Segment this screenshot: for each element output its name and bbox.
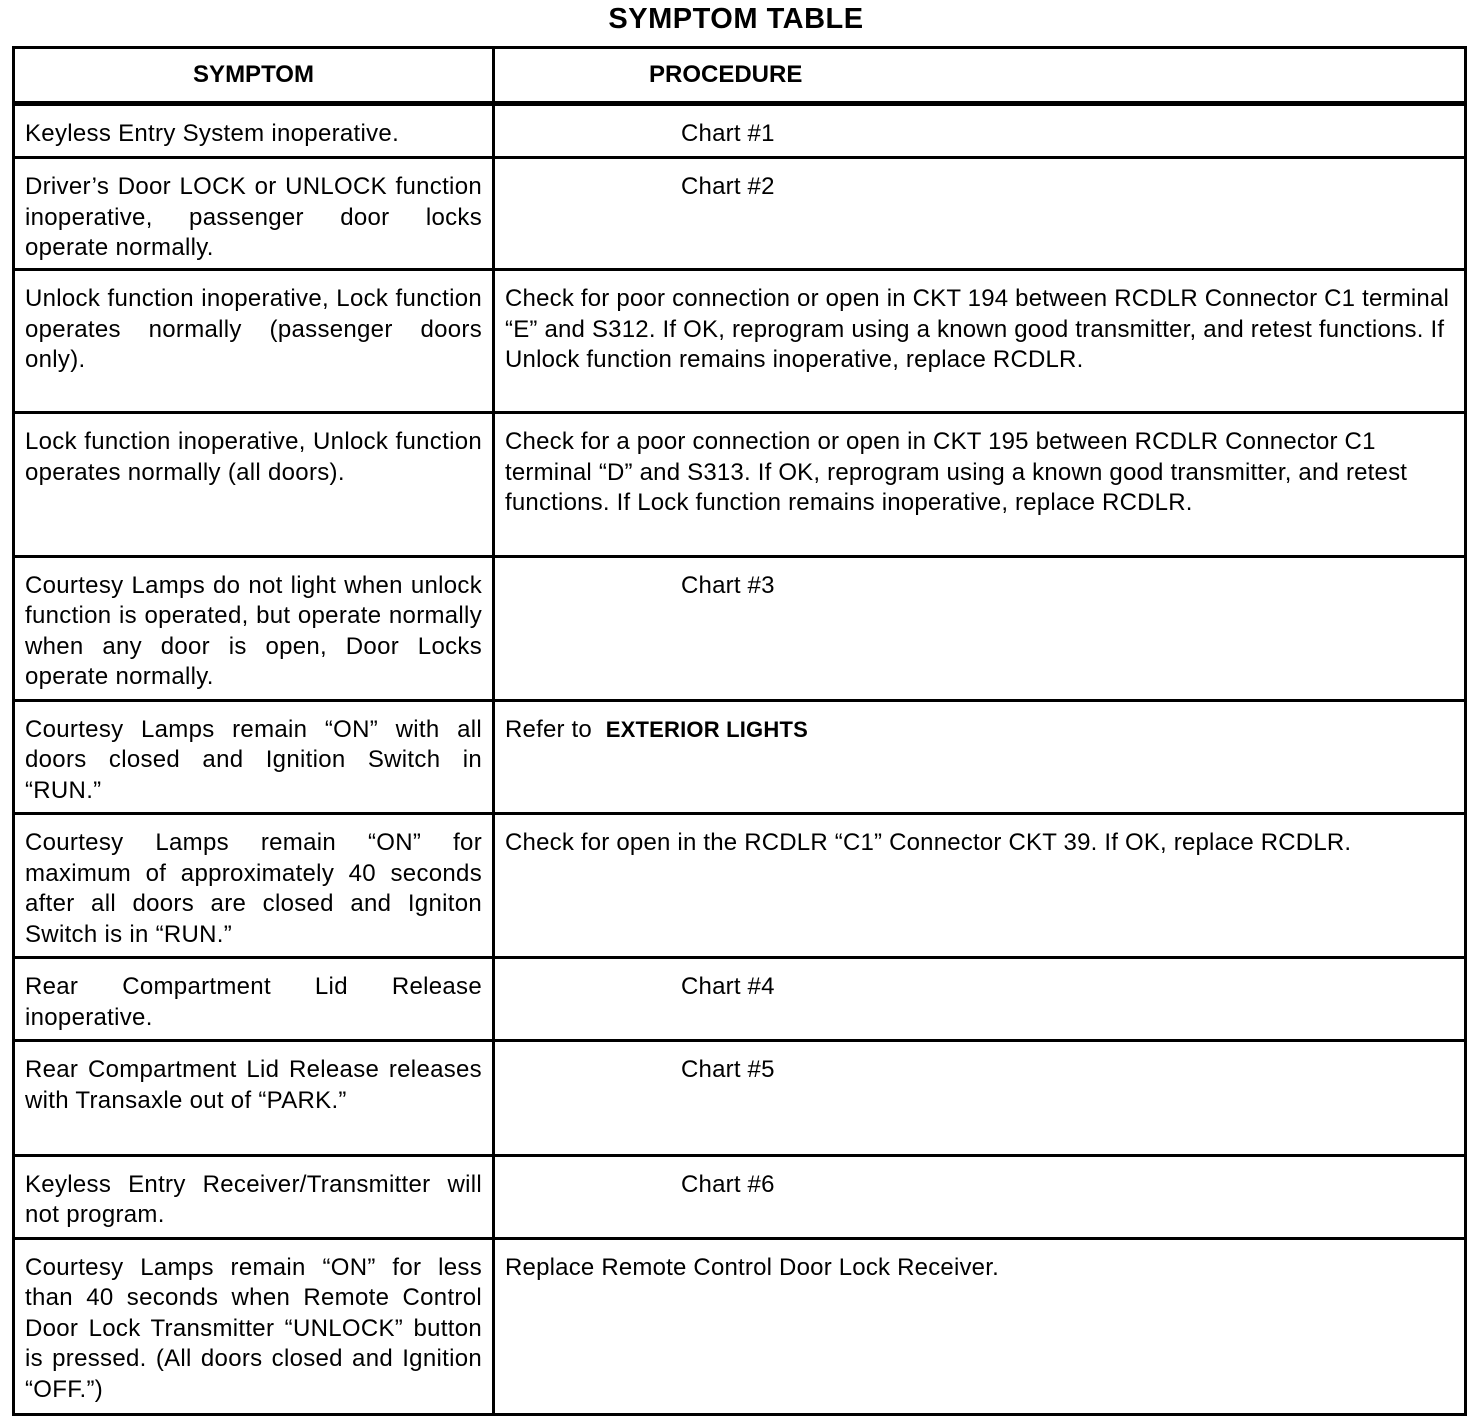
- table-row: [14, 814, 1466, 958]
- table-row: [14, 270, 1466, 413]
- page-title: SYMPTOM TABLE: [608, 3, 864, 35]
- table-row: [14, 413, 1466, 556]
- chart-reference: Chart #3: [681, 571, 775, 599]
- procedure-cell: Check for open in the RCDLR “C1” Connector CKT 39. If OK, replace RCDLR.: [494, 814, 1466, 958]
- symptom-cell: Courtesy Lamps do not light when unlock function is operated, but operate normally when any door is open, Door Locks operate normally.: [14, 556, 494, 700]
- table-row: [14, 1238, 1466, 1414]
- symptom-table: [12, 46, 1467, 1416]
- symptom-cell: Courtesy Lamps remain “ON” for less than 40 seconds when Remote Control Door Lock Transmitter “UNLOCK” button is pressed. (All doors closed and Ignition “OFF.”): [14, 1238, 494, 1414]
- symptom-cell: Lock function inoperative, Unlock function operates normally (all doors).: [14, 413, 494, 556]
- procedure-cell: [494, 158, 1466, 270]
- refer-to-text: Refer to: [505, 715, 592, 743]
- procedure-cell: [494, 1041, 1466, 1155]
- symptom-cell: Driver’s Door LOCK or UNLOCK function inoperative, passenger door locks operate normally.: [14, 158, 494, 270]
- header-row: [14, 48, 1466, 104]
- symptom-cell: Courtesy Lamps remain “ON” for maximum of approximately 40 seconds after all doors are closed and Igniton Switch is in “RUN.”: [14, 814, 494, 958]
- chart-reference: Chart #4: [681, 973, 775, 1001]
- chart-reference: Chart #6: [681, 1170, 775, 1198]
- chart-reference: Chart #2: [681, 173, 775, 201]
- symptom-cell: Unlock function inoperative, Lock function operates normally (passenger doors only).: [14, 270, 494, 413]
- table-row: [14, 104, 1466, 158]
- symptom-cell: Keyless Entry Receiver/Transmitter will not program.: [14, 1155, 494, 1238]
- table-row: [14, 1155, 1466, 1238]
- chart-reference: Chart #1: [681, 120, 775, 147]
- procedure-cell: Check for a poor connection or open in CKT 195 between RCDLR Connector C1 terminal “D” and S313. If OK, reprogram using a known good transmitter, and retest functions. If Lock function remains inoperative, replace RCDLR.: [494, 413, 1466, 556]
- symptom-column-header: SYMPTOM: [14, 48, 494, 104]
- procedure-cell: Replace Remote Control Door Lock Receiver.: [494, 1238, 1466, 1414]
- table-row: [14, 700, 1466, 813]
- procedure-cell: [494, 700, 1466, 813]
- procedure-cell: [494, 958, 1466, 1041]
- procedure-column-header: PROCEDURE: [494, 48, 1466, 104]
- procedure-cell: Check for poor connection or open in CKT 194 between RCDLR Connector C1 terminal “E” and S312. If OK, reprogram using a known good transmitter, and retest functions. If Unlock function remains inoperative, replace RCDLR.: [494, 270, 1466, 413]
- symptom-cell: Keyless Entry System inoperative.: [14, 104, 494, 158]
- procedure-cell: [494, 104, 1466, 158]
- table-row: [14, 158, 1466, 270]
- symptom-cell: Rear Compartment Lid Release inoperative.: [14, 958, 494, 1041]
- chart-reference: Chart #5: [681, 1056, 775, 1084]
- exterior-lights-reference: EXTERIOR LIGHTS: [605, 716, 808, 742]
- table-row: [14, 958, 1466, 1041]
- symptom-cell: Courtesy Lamps remain “ON” with all doors closed and Ignition Switch in “RUN.”: [14, 700, 494, 813]
- table-row: [14, 1041, 1466, 1155]
- table-row: [14, 556, 1466, 700]
- procedure-cell: [494, 1155, 1466, 1238]
- procedure-cell: [494, 556, 1466, 700]
- symptom-cell: Rear Compartment Lid Release releases with Transaxle out of “PARK.”: [14, 1041, 494, 1155]
